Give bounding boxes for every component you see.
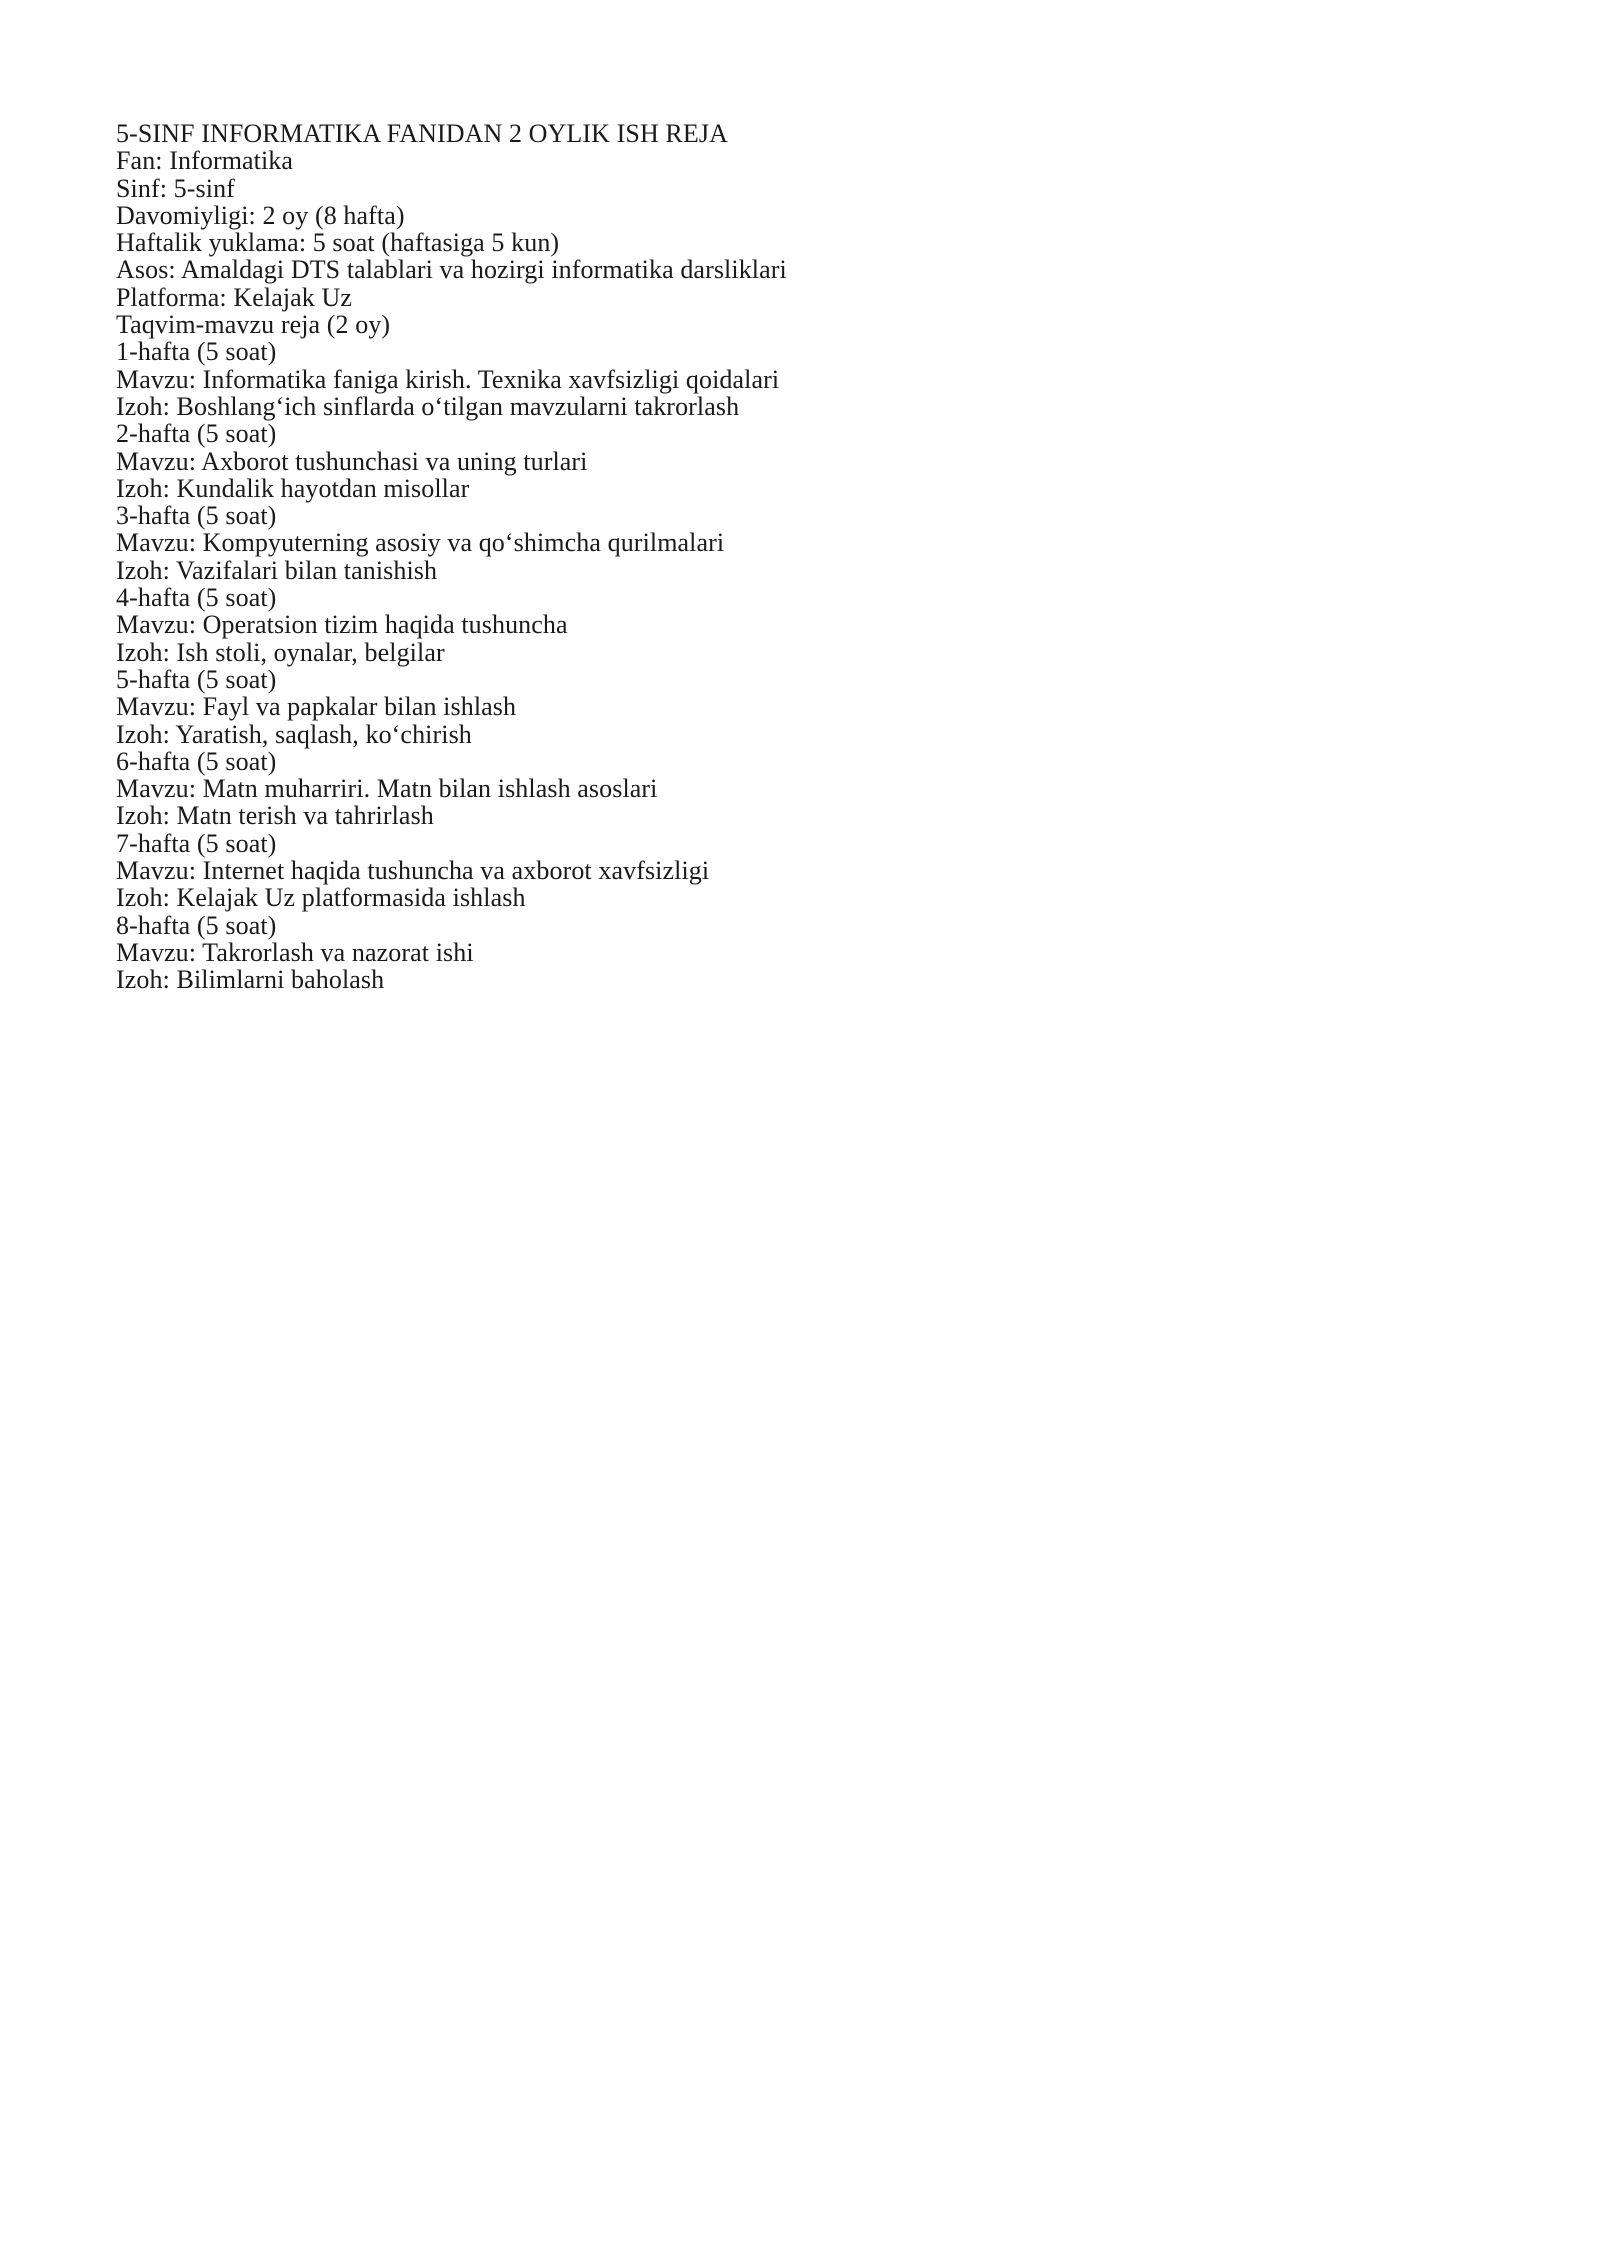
week-4-izoh: Izoh: Ish stoli, oynalar, belgilar xyxy=(116,637,445,667)
meta-line-asos: Asos: Amaldagi DTS talablari va hozirgi informatika darsliklari xyxy=(116,255,787,285)
week-1-mavzu: Mavzu: Informatika faniga kirish. Texnika xavfsizligi qoidalari xyxy=(116,364,780,394)
week-5-mavzu: Mavzu: Fayl va papkalar bilan ishlash xyxy=(116,692,517,722)
week-3-izoh: Izoh: Vazifalari bilan tanishish xyxy=(116,555,438,585)
meta-line-haftalik-yuklama: Haftalik yuklama: 5 soat (haftasiga 5 kun) xyxy=(116,228,560,258)
meta-line-fan: Fan: Informatika xyxy=(116,146,294,176)
week-5-izoh: Izoh: Yaratish, saqlash, koʻchirish xyxy=(116,719,472,749)
week-4-hafta: 4-hafta (5 soat) xyxy=(116,583,277,613)
week-3-mavzu: Mavzu: Kompyuterning asosiy va qoʻshimcha qurilmalari xyxy=(116,528,725,558)
week-2-izoh: Izoh: Kundalik hayotdan misollar xyxy=(116,473,470,503)
week-3-hafta: 3-hafta (5 soat) xyxy=(116,501,277,531)
week-2-mavzu: Mavzu: Axborot tushunchasi va uning turlari xyxy=(116,446,588,476)
meta-line-platforma: Platforma: Kelajak Uz xyxy=(116,282,353,312)
week-1-izoh: Izoh: Boshlangʻich sinflarda oʻtilgan mavzularni takrorlash xyxy=(116,391,740,421)
meta-line-sinf: Sinf: 5-sinf xyxy=(116,173,235,203)
week-4-mavzu: Mavzu: Operatsion tizim haqida tushuncha xyxy=(116,610,568,640)
week-8-izoh: Izoh: Bilimlarni baholash xyxy=(116,965,385,995)
section-heading-taqvim-mavzu-reja: Taqvim-mavzu reja (2 oy) xyxy=(116,310,391,340)
week-7-hafta: 7-hafta (5 soat) xyxy=(116,828,277,858)
week-6-mavzu: Mavzu: Matn muharriri. Matn bilan ishlash asoslari xyxy=(116,774,658,804)
week-7-mavzu: Mavzu: Internet haqida tushuncha va axborot xavfsizligi xyxy=(116,856,710,886)
week-8-mavzu: Mavzu: Takrorlash va nazorat ishi xyxy=(116,937,474,967)
week-2-hafta: 2-hafta (5 soat) xyxy=(116,419,277,449)
meta-line-davomiyligi: Davomiyligi: 2 oy (8 hafta) xyxy=(116,200,405,230)
document-title: 5-SINF INFORMATIKA FANIDAN 2 OYLIK ISH REJA xyxy=(116,119,728,148)
week-7-izoh: Izoh: Kelajak Uz platformasida ishlash xyxy=(116,883,526,913)
week-5-hafta: 5-hafta (5 soat) xyxy=(116,664,277,694)
week-1-hafta: 1-hafta (5 soat) xyxy=(116,337,277,367)
document-text-body xyxy=(116,120,1496,994)
week-6-izoh: Izoh: Matn terish va tahrirlash xyxy=(116,801,434,831)
week-8-hafta: 8-hafta (5 soat) xyxy=(116,910,277,940)
week-6-hafta: 6-hafta (5 soat) xyxy=(116,746,277,776)
